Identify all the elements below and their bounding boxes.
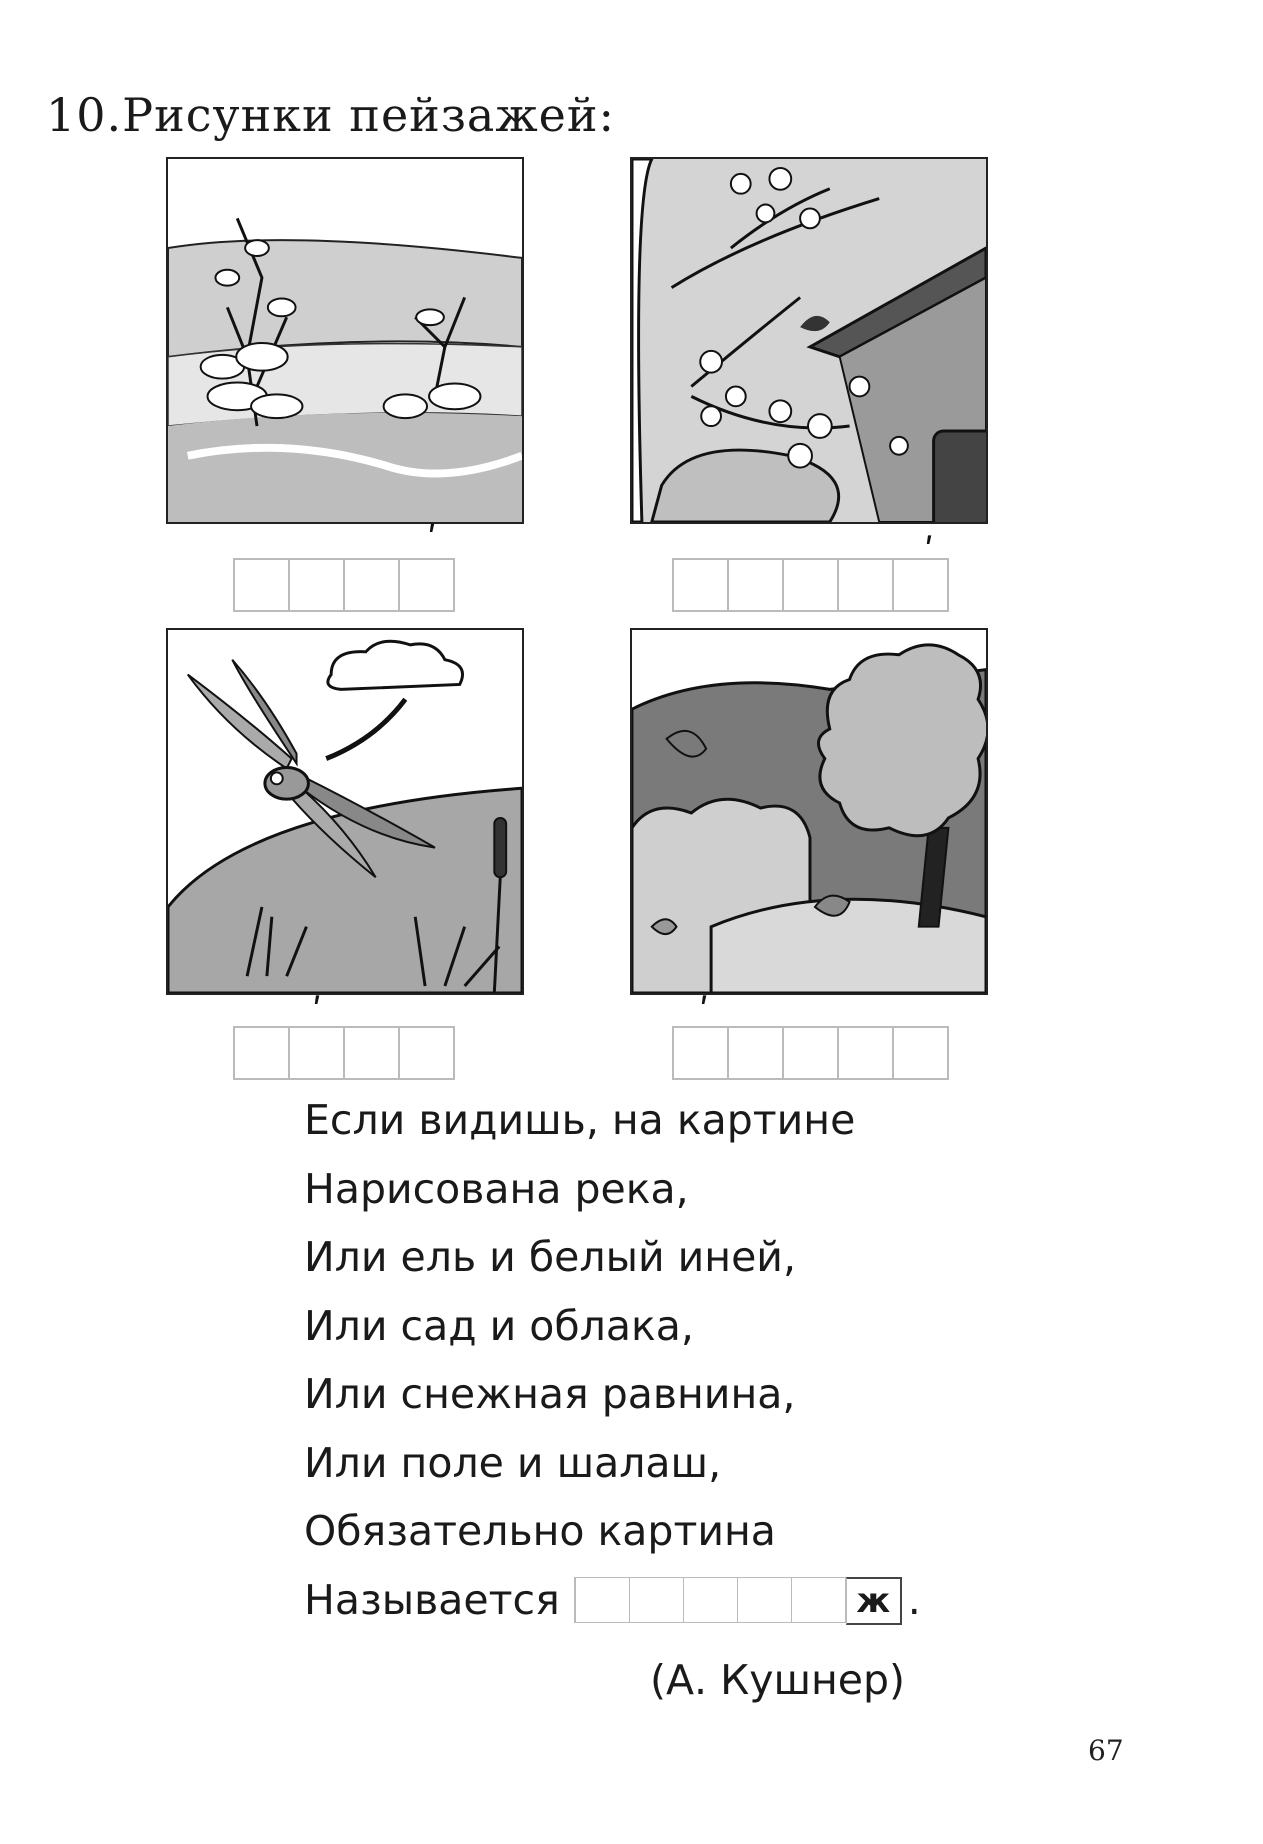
answer-boxes-summer[interactable] xyxy=(233,1026,455,1080)
letter-cell[interactable] xyxy=(738,1577,792,1623)
letter-cell[interactable] xyxy=(792,1577,846,1623)
spring-picture xyxy=(630,157,988,524)
letter-cell[interactable] xyxy=(674,558,729,612)
letter-cell[interactable] xyxy=(684,1577,738,1623)
poem-line: Обязательно картина xyxy=(304,1507,776,1555)
poem-author: (А. Кушнер) xyxy=(650,1656,906,1704)
autumn-picture xyxy=(630,628,988,995)
poem-line: Нарисована река, xyxy=(304,1164,689,1213)
task-title: 10.Рисунки пейзажей: xyxy=(46,88,616,142)
line-end-punctuation: . xyxy=(907,1575,921,1624)
letter-cell[interactable] xyxy=(729,1026,784,1080)
letter-cell[interactable] xyxy=(400,1026,455,1080)
letter-cell[interactable] xyxy=(400,558,455,612)
poem xyxy=(304,1086,921,1634)
winter-landscape-icon xyxy=(168,159,522,522)
poem-line-prefix: Называется xyxy=(304,1575,560,1624)
answer-boxes-autumn[interactable] xyxy=(672,1026,949,1080)
letter-cell[interactable] xyxy=(894,1026,949,1080)
poem-line: Или поле и шалаш, xyxy=(304,1438,722,1487)
stress-mark: ʹ xyxy=(924,532,935,573)
stress-mark: ʹ xyxy=(699,992,710,1033)
letter-cell[interactable] xyxy=(345,558,400,612)
letter-cell[interactable] xyxy=(894,558,949,612)
letter-cell[interactable] xyxy=(290,1026,345,1080)
autumn-tree-icon xyxy=(632,630,986,993)
letter-cell[interactable] xyxy=(674,1026,729,1080)
poem-line: Если видишь, на картине xyxy=(304,1096,856,1144)
letter-cell[interactable] xyxy=(235,558,290,612)
poem-line: Или ель и белый иней, xyxy=(304,1233,796,1281)
answer-boxes-spring[interactable] xyxy=(672,558,949,612)
poem-answer-boxes[interactable] xyxy=(574,1577,902,1623)
letter-cell[interactable] xyxy=(576,1577,630,1623)
filled-letter-cell: ж xyxy=(846,1577,902,1625)
answer-boxes-winter[interactable] xyxy=(233,558,455,612)
page-number: 67 xyxy=(1088,1734,1124,1767)
summer-picture xyxy=(166,628,524,995)
stress-mark: ʹ xyxy=(312,992,323,1033)
winter-picture xyxy=(166,157,524,524)
letter-cell[interactable] xyxy=(630,1577,684,1623)
letter-cell[interactable] xyxy=(345,1026,400,1080)
poem-line: Или сад и облака, xyxy=(304,1301,694,1350)
poem-line: Или снежная равнина, xyxy=(304,1370,796,1418)
poem-last-line xyxy=(304,1566,921,1635)
letter-cell[interactable] xyxy=(839,1026,894,1080)
summer-dragonfly-icon xyxy=(168,630,522,993)
letter-cell[interactable] xyxy=(784,1026,839,1080)
letter-cell[interactable] xyxy=(235,1026,290,1080)
spring-blossom-branch-icon xyxy=(632,159,986,522)
letter-cell[interactable] xyxy=(784,558,839,612)
letter-cell[interactable] xyxy=(839,558,894,612)
stress-mark: ʹ xyxy=(427,520,438,561)
letter-cell[interactable] xyxy=(729,558,784,612)
letter-cell[interactable] xyxy=(290,558,345,612)
